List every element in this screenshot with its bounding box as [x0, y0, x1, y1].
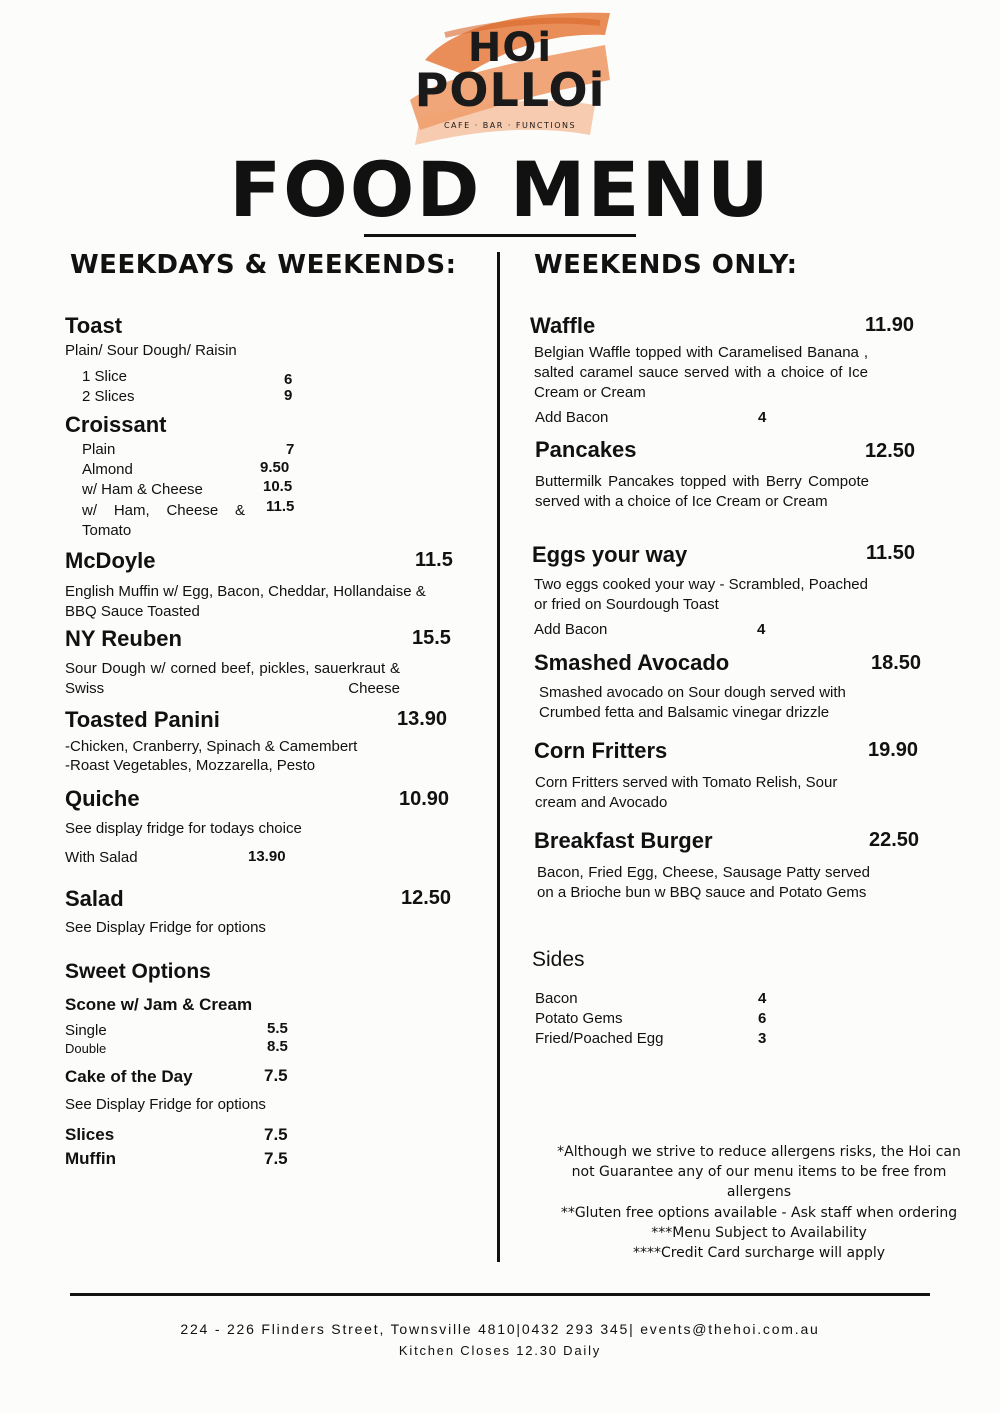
toast-name: Toast: [65, 313, 123, 338]
gluten-note: **Gluten free options available - Ask staff when ordering: [560, 1205, 958, 1221]
croissant-item-price: 7: [286, 441, 295, 458]
surcharge-note: ****Credit Card surcharge will apply: [632, 1245, 886, 1261]
quiche-extra-price: 13.90: [248, 848, 286, 865]
avocado-name: Smashed Avocado: [534, 650, 730, 675]
availability-note: ***Menu Subject to Availability: [651, 1225, 867, 1241]
burger-price: 22.50: [869, 829, 920, 851]
waffle-addon-price: 4: [758, 409, 767, 426]
avocado-price: 18.50: [871, 652, 922, 674]
side-item-label: Potato Gems: [535, 1010, 623, 1027]
column-divider: [497, 252, 500, 1262]
eggs-addon-price: 4: [757, 621, 766, 638]
mcdoyle-description: English Muffin w/ Egg, Bacon, Cheddar, Hollandaise & BBQ Sauce Toasted: [65, 583, 426, 620]
salad-description: See Display Fridge for options: [65, 919, 266, 936]
left-column-heading: WEEKDAYS & WEEKENDS:: [70, 250, 457, 280]
salad-name: Salad: [65, 886, 124, 911]
waffle-name: Waffle: [530, 313, 596, 338]
scone-name: Scone w/ Jam & Cream: [65, 995, 253, 1014]
fritters-description: Corn Fritters served with Tomato Relish, Sour cream and Avocado: [535, 774, 838, 811]
allergen-note: *Although we strive to reduce allergens risks, the Hoi can not Guarantee any of our menu items to be free from allergens: [557, 1144, 961, 1200]
avocado-line-2: Crumbed fetta and Balsamic vinegar drizzle: [539, 704, 830, 721]
reuben-price: 15.5: [412, 627, 451, 649]
panini-line-1: -Chicken, Cranberry, Spinach & Camembert: [65, 738, 358, 755]
logo-line-2: POLLOi: [414, 63, 606, 117]
scone-double-label: Double: [65, 1041, 107, 1056]
panini-line-2: -Roast Vegetables, Mozzarella, Pesto: [65, 757, 316, 774]
quiche-extra-label: With Salad: [65, 849, 138, 866]
side-item-price: 3: [758, 1030, 767, 1047]
croissant-item-label: w/ Ham & Cheese: [82, 481, 203, 498]
croissant-item-price: 9.50: [260, 459, 290, 476]
sweet-options-heading: Sweet Options: [65, 960, 211, 983]
toast-item-label: 2 Slices: [82, 388, 135, 405]
right-column-heading: WEEKENDS ONLY:: [534, 250, 798, 280]
waffle-description: Belgian Waffle topped with Caramelised Banana , salted caramel sauce served with a choice of Ice Cream or Cream: [534, 344, 868, 401]
toast-item-price: 6: [284, 371, 293, 388]
cake-description: See Display Fridge for options: [65, 1096, 266, 1113]
croissant-item-price: 11.5: [266, 498, 295, 515]
panini-price: 13.90: [397, 708, 448, 730]
muffin-name: Muffin: [65, 1149, 116, 1168]
burger-name: Breakfast Burger: [534, 828, 713, 853]
reuben-description: Sour Dough w/ corned beef, pickles, sauerkraut & Swiss Cheese: [65, 660, 400, 697]
croissant-item-label: Plain: [82, 441, 116, 458]
croissant-item-label: w/ Ham, Cheese & Tomato: [82, 502, 245, 539]
salad-price: 12.50: [401, 887, 452, 909]
scone-single-label: Single: [65, 1022, 107, 1039]
eggs-description: Two eggs cooked your way - Scrambled, Poached or fried on Sourdough Toast: [534, 576, 868, 613]
logo-tagline: CAFE · BAR · FUNCTIONS: [443, 121, 577, 130]
pancakes-price: 12.50: [865, 440, 916, 462]
side-item-label: Fried/Poached Egg: [535, 1030, 664, 1047]
toast-options: Plain/ Sour Dough/ Raisin: [65, 342, 237, 359]
page-title: FOOD MENU: [229, 145, 771, 234]
croissant-item-price: 10.5: [263, 478, 293, 495]
cake-price: 7.5: [264, 1066, 288, 1085]
fritters-price: 19.90: [868, 739, 919, 761]
avocado-line-1: Smashed avocado on Sour dough served with: [539, 684, 846, 701]
footer-hours: Kitchen Closes 12.30 Daily: [398, 1343, 602, 1358]
waffle-addon-label: Add Bacon: [535, 409, 609, 426]
scone-double-price: 8.5: [267, 1038, 288, 1055]
eggs-price: 11.50: [866, 542, 915, 564]
reuben-name: NY Reuben: [65, 626, 182, 651]
mcdoyle-name: McDoyle: [65, 548, 156, 573]
title-underline: [364, 234, 636, 237]
panini-name: Toasted Panini: [65, 707, 220, 732]
muffin-price: 7.5: [264, 1149, 288, 1168]
pancakes-description: Buttermilk Pancakes topped with Berry Compote served with a choice of Ice Cream or Cream: [535, 473, 869, 510]
eggs-addon-label: Add Bacon: [534, 621, 608, 638]
toast-item-label: 1 Slice: [82, 368, 128, 385]
slices-price: 7.5: [264, 1125, 288, 1144]
waffle-price: 11.90: [865, 314, 914, 336]
cake-name: Cake of the Day: [65, 1067, 193, 1086]
sides-heading: Sides: [532, 948, 585, 971]
logo-line-1: HOi: [467, 25, 553, 71]
side-item-price: 4: [758, 990, 767, 1007]
side-item-label: Bacon: [535, 990, 578, 1007]
footer-divider: [70, 1293, 930, 1296]
pancakes-name: Pancakes: [535, 437, 637, 462]
quiche-name: Quiche: [65, 786, 140, 811]
fritters-name: Corn Fritters: [534, 738, 668, 763]
quiche-description: See display fridge for todays choice: [65, 820, 302, 837]
quiche-price: 10.90: [399, 788, 450, 810]
toast-item-price: 9: [284, 387, 293, 404]
burger-description: Bacon, Fried Egg, Cheese, Sausage Patty served on a Brioche bun w BBQ sauce and Potato Gems: [537, 864, 870, 901]
slices-name: Slices: [65, 1125, 115, 1144]
croissant-name: Croissant: [65, 412, 167, 437]
logo: [405, 5, 615, 148]
footer-contact: 224 - 226 Flinders Street, Townsville 4810|0432 293 345| events@thehoi.com.au: [180, 1321, 820, 1337]
eggs-name: Eggs your way: [532, 542, 688, 567]
side-item-price: 6: [758, 1010, 767, 1027]
mcdoyle-price: 11.5: [415, 549, 453, 571]
scone-single-price: 5.5: [267, 1020, 288, 1037]
croissant-item-label: Almond: [82, 461, 133, 478]
